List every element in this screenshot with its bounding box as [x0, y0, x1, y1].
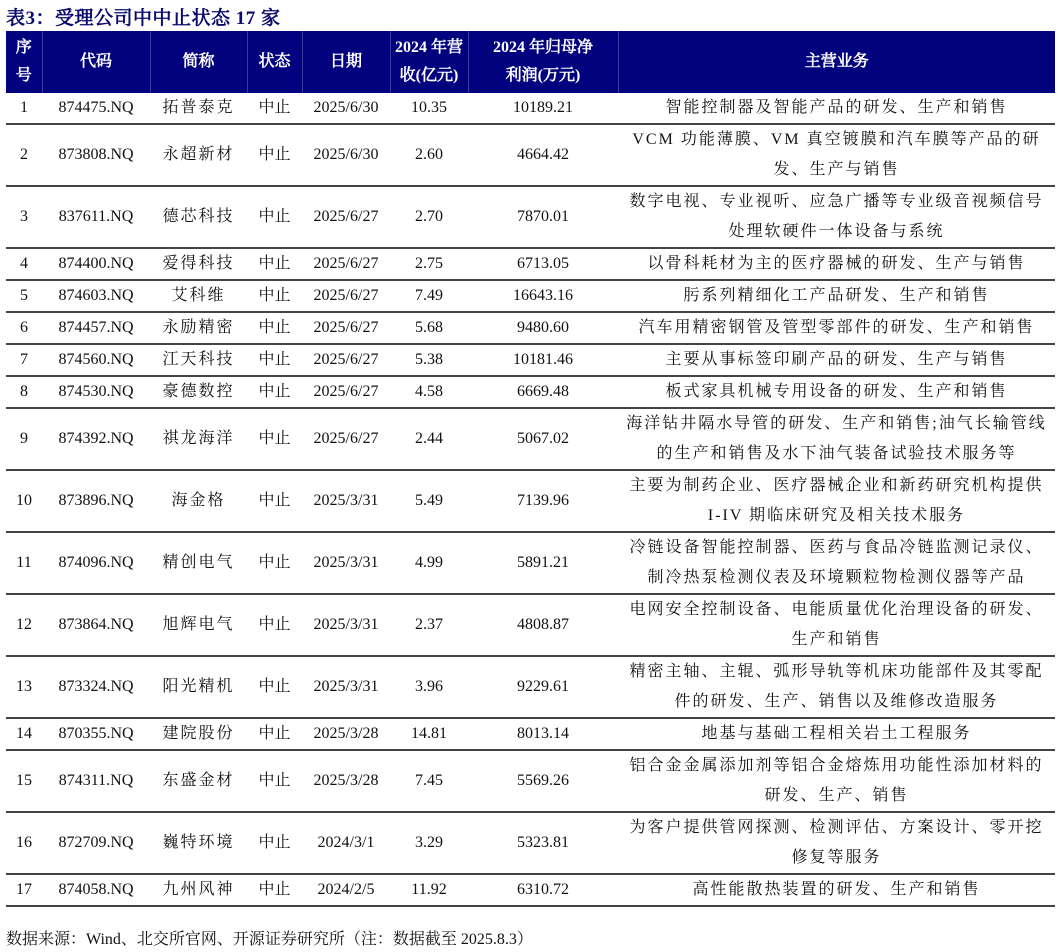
row-status: 中止: [247, 280, 302, 312]
row-seq: 6: [6, 312, 42, 344]
row-seq: 15: [6, 750, 42, 812]
suspended-companies-table: [6, 31, 1055, 907]
row-business: 冷链设备智能控制器、医药与食品冷链监测记录仪、制冷热泵检测仪表及环境颗粒物检测仪器等产品: [618, 532, 1055, 594]
row-profit: 10181.46: [468, 344, 618, 376]
row-business: 为客户提供管网探测、检测评估、方案设计、零开挖修复等服务: [618, 812, 1055, 874]
row-seq: 2: [6, 124, 42, 186]
table-row: [6, 656, 1055, 718]
table-row: [6, 812, 1055, 874]
row-code: 874603.NQ: [42, 280, 150, 312]
row-name: 东盛金材: [150, 750, 247, 812]
row-name: 祺龙海洋: [150, 408, 247, 470]
row-revenue: 5.38: [390, 344, 468, 376]
header-business: 主营业务: [618, 31, 1055, 93]
header-short-name: 简称: [150, 31, 247, 93]
row-date: 2024/2/5: [302, 874, 390, 906]
header-code: 代码: [42, 31, 150, 93]
row-revenue: 7.49: [390, 280, 468, 312]
row-status: 中止: [247, 408, 302, 470]
row-name: 旭辉电气: [150, 594, 247, 656]
row-revenue: 2.37: [390, 594, 468, 656]
row-seq: 5: [6, 280, 42, 312]
table-row: [6, 186, 1055, 248]
table-row: [6, 594, 1055, 656]
row-business: 板式家具机械专用设备的研发、生产和销售: [618, 376, 1055, 408]
row-name: 豪德数控: [150, 376, 247, 408]
row-business: 地基与基础工程相关岩土工程服务: [618, 718, 1055, 750]
row-revenue: 14.81: [390, 718, 468, 750]
row-profit: 4808.87: [468, 594, 618, 656]
row-status: 中止: [247, 874, 302, 906]
row-name: 永励精密: [150, 312, 247, 344]
row-code: 870355.NQ: [42, 718, 150, 750]
row-name: 建院股份: [150, 718, 247, 750]
row-business: 精密主轴、主辊、弧形导轨等机床功能部件及其零配件的研发、生产、销售以及维修改造服务: [618, 656, 1055, 718]
row-revenue: 5.68: [390, 312, 468, 344]
table-row: [6, 750, 1055, 812]
table-row: [6, 874, 1055, 906]
row-profit: 5891.21: [468, 532, 618, 594]
row-date: 2025/6/27: [302, 312, 390, 344]
row-status: 中止: [247, 656, 302, 718]
header-seq-line1: 序: [15, 39, 32, 56]
row-revenue: 2.75: [390, 248, 468, 280]
row-business: 肟系列精细化工产品研发、生产和销售: [618, 280, 1055, 312]
row-seq: 17: [6, 874, 42, 906]
row-code: 874530.NQ: [42, 376, 150, 408]
row-date: 2025/3/31: [302, 532, 390, 594]
table-row: [6, 312, 1055, 344]
row-seq: 11: [6, 532, 42, 594]
row-code: 873864.NQ: [42, 594, 150, 656]
header-revenue: [390, 31, 468, 93]
table-row: [6, 470, 1055, 532]
table-row: [6, 408, 1055, 470]
row-profit: 5067.02: [468, 408, 618, 470]
row-code: 874058.NQ: [42, 874, 150, 906]
row-seq: 3: [6, 186, 42, 248]
header-profit-line2: 利润(万元): [505, 67, 581, 84]
row-status: 中止: [247, 376, 302, 408]
row-profit: 6310.72: [468, 874, 618, 906]
row-code: 873896.NQ: [42, 470, 150, 532]
row-profit: 10189.21: [468, 93, 618, 124]
row-profit: 6713.05: [468, 248, 618, 280]
table-row: [6, 93, 1055, 124]
row-code: 837611.NQ: [42, 186, 150, 248]
row-code: 874560.NQ: [42, 344, 150, 376]
row-business: 智能控制器及智能产品的研发、生产和销售: [618, 93, 1055, 124]
row-code: 873324.NQ: [42, 656, 150, 718]
header-seq: [6, 31, 42, 93]
row-date: 2025/3/31: [302, 656, 390, 718]
row-profit: 5569.26: [468, 750, 618, 812]
row-code: 874392.NQ: [42, 408, 150, 470]
row-name: 德芯科技: [150, 186, 247, 248]
row-revenue: 2.60: [390, 124, 468, 186]
row-status: 中止: [247, 186, 302, 248]
row-date: 2025/6/27: [302, 186, 390, 248]
row-revenue: 10.35: [390, 93, 468, 124]
table-row: [6, 532, 1055, 594]
row-code: 873808.NQ: [42, 124, 150, 186]
table-row: [6, 344, 1055, 376]
row-status: 中止: [247, 470, 302, 532]
row-name: 爱得科技: [150, 248, 247, 280]
row-name: 永超新材: [150, 124, 247, 186]
row-business: 以骨科耗材为主的医疗器械的研发、生产与销售: [618, 248, 1055, 280]
row-profit: 4664.42: [468, 124, 618, 186]
header-profit-line1: 2024 年归母净: [492, 39, 593, 56]
row-name: 拓普泰克: [150, 93, 247, 124]
row-status: 中止: [247, 312, 302, 344]
row-status: 中止: [247, 594, 302, 656]
row-profit: 5323.81: [468, 812, 618, 874]
row-revenue: 3.96: [390, 656, 468, 718]
row-seq: 12: [6, 594, 42, 656]
row-revenue: 4.99: [390, 532, 468, 594]
row-profit: 9229.61: [468, 656, 618, 718]
row-revenue: 5.49: [390, 470, 468, 532]
row-business: 主要为制药企业、医疗器械企业和新药研究机构提供I-IV 期临床研究及相关技术服务: [618, 470, 1055, 532]
row-profit: 8013.14: [468, 718, 618, 750]
row-seq: 8: [6, 376, 42, 408]
row-status: 中止: [247, 124, 302, 186]
row-date: 2025/6/27: [302, 344, 390, 376]
row-name: 巍特环境: [150, 812, 247, 874]
row-date: 2024/3/1: [302, 812, 390, 874]
row-seq: 10: [6, 470, 42, 532]
row-date: 2025/6/27: [302, 280, 390, 312]
row-business: 数字电视、专业视听、应急广播等专业级音视频信号处理软硬件一体设备与系统: [618, 186, 1055, 248]
header-status: 状态: [247, 31, 302, 93]
row-business: 高性能散热装置的研发、生产和销售: [618, 874, 1055, 906]
header-seq-line2: 号: [15, 67, 32, 84]
row-date: 2025/6/30: [302, 93, 390, 124]
row-status: 中止: [247, 344, 302, 376]
row-date: 2025/3/31: [302, 470, 390, 532]
row-revenue: 4.58: [390, 376, 468, 408]
row-profit: 9480.60: [468, 312, 618, 344]
row-profit: 6669.48: [468, 376, 618, 408]
row-business: 海洋钻井隔水导管的研发、生产和销售;油气长输管线的生产和销售及水下油气装备试验技术服务等: [618, 408, 1055, 470]
header-profit: [468, 31, 618, 93]
row-code: 872709.NQ: [42, 812, 150, 874]
row-business: 主要从事标签印刷产品的研发、生产与销售: [618, 344, 1055, 376]
row-seq: 7: [6, 344, 42, 376]
row-business: 电网安全控制设备、电能质量优化治理设备的研发、生产和销售: [618, 594, 1055, 656]
row-code: 874400.NQ: [42, 248, 150, 280]
row-date: 2025/6/27: [302, 408, 390, 470]
row-revenue: 7.45: [390, 750, 468, 812]
header-revenue-line1: 2024 年营: [394, 39, 463, 56]
row-seq: 9: [6, 408, 42, 470]
data-source-note: 数据来源：Wind、北交所官网、开源证券研究所（注：数据截至 2025.8.3）: [6, 931, 533, 948]
row-date: 2025/3/28: [302, 718, 390, 750]
row-name: 精创电气: [150, 532, 247, 594]
row-revenue: 2.70: [390, 186, 468, 248]
row-name: 艾科维: [150, 280, 247, 312]
row-date: 2025/3/28: [302, 750, 390, 812]
row-date: 2025/6/27: [302, 248, 390, 280]
row-seq: 16: [6, 812, 42, 874]
row-date: 2025/3/31: [302, 594, 390, 656]
row-profit: 16643.16: [468, 280, 618, 312]
row-business: 汽车用精密钢管及管型零部件的研发、生产和销售: [618, 312, 1055, 344]
table-row: [6, 280, 1055, 312]
row-code: 874311.NQ: [42, 750, 150, 812]
row-status: 中止: [247, 532, 302, 594]
table-row: [6, 124, 1055, 186]
row-code: 874475.NQ: [42, 93, 150, 124]
header-date: 日期: [302, 31, 390, 93]
row-name: 阳光精机: [150, 656, 247, 718]
row-code: 874096.NQ: [42, 532, 150, 594]
table-row: [6, 718, 1055, 750]
header-revenue-line2: 收(亿元): [399, 67, 459, 84]
row-name: 海金格: [150, 470, 247, 532]
row-name: 九州风神: [150, 874, 247, 906]
table-row: [6, 248, 1055, 280]
row-revenue: 2.44: [390, 408, 468, 470]
row-status: 中止: [247, 812, 302, 874]
row-name: 江天科技: [150, 344, 247, 376]
row-revenue: 3.29: [390, 812, 468, 874]
table-header-row: [6, 31, 1055, 93]
table-title: 表3：受理公司中中止状态 17 家: [6, 8, 281, 29]
row-profit: 7139.96: [468, 470, 618, 532]
row-code: 874457.NQ: [42, 312, 150, 344]
row-status: 中止: [247, 718, 302, 750]
row-date: 2025/6/27: [302, 376, 390, 408]
row-seq: 1: [6, 93, 42, 124]
row-business: 铝合金金属添加剂等铝合金熔炼用功能性添加材料的研发、生产、销售: [618, 750, 1055, 812]
row-date: 2025/6/30: [302, 124, 390, 186]
row-business: VCM 功能薄膜、VM 真空镀膜和汽车膜等产品的研发、生产与销售: [618, 124, 1055, 186]
row-profit: 7870.01: [468, 186, 618, 248]
table-row: [6, 376, 1055, 408]
row-status: 中止: [247, 750, 302, 812]
row-seq: 4: [6, 248, 42, 280]
row-seq: 14: [6, 718, 42, 750]
row-status: 中止: [247, 248, 302, 280]
row-seq: 13: [6, 656, 42, 718]
row-status: 中止: [247, 93, 302, 124]
row-revenue: 11.92: [390, 874, 468, 906]
